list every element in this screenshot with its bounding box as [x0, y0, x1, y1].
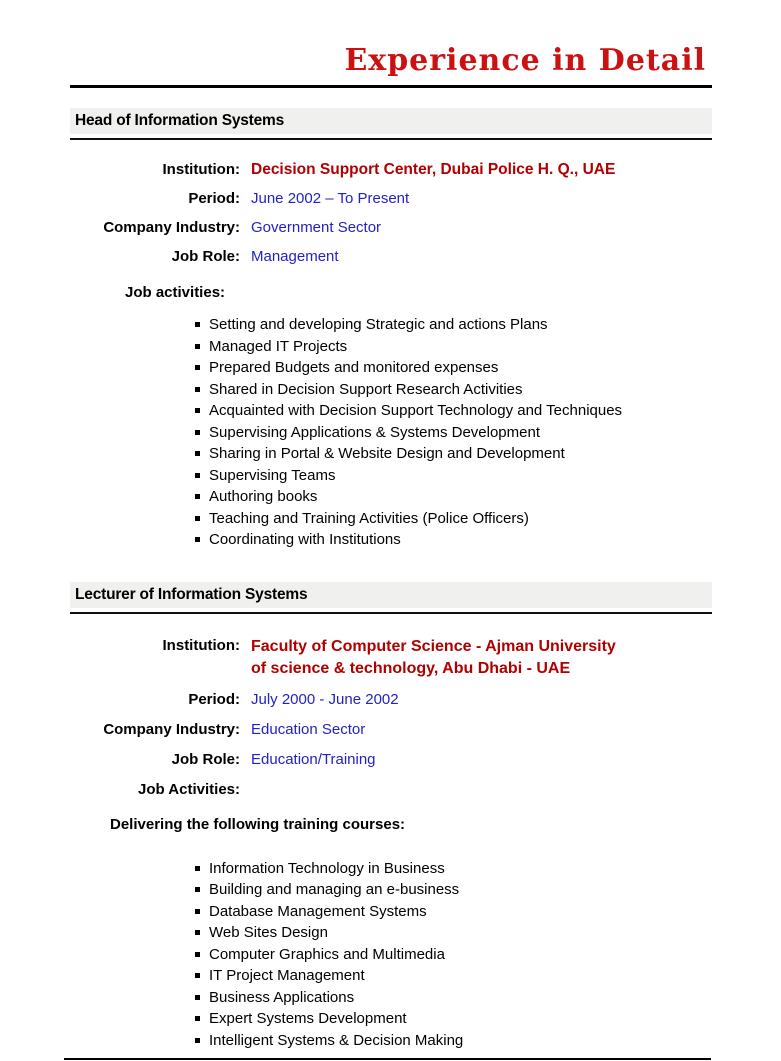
bullet-square-icon: [195, 866, 200, 871]
list-item: [195, 1008, 712, 1030]
bullet-square-icon: [195, 365, 200, 370]
list-item-text: Building and managing an e-business: [209, 881, 460, 898]
section-head-of-information-systems: [70, 108, 712, 551]
bullet-square-icon: [195, 430, 200, 435]
list-item: [195, 465, 712, 487]
bullet-square-icon: [195, 344, 200, 349]
list-item: [195, 314, 712, 336]
bullet-square-icon: [195, 408, 200, 413]
list-item: [195, 336, 712, 358]
list-item: [195, 858, 712, 880]
list-item-text: Intelligent Systems & Decision Making: [209, 1031, 464, 1049]
list-item-text: Expert Systems Development: [209, 1010, 407, 1027]
title-divider: [70, 85, 712, 88]
list-item-text: Setting and developing Strategic and actions Plans: [209, 316, 548, 333]
list-item: [195, 1030, 712, 1052]
list-item-text: Authoring books: [209, 488, 318, 505]
list-item: [195, 443, 712, 465]
field-label-institution: Institution:: [162, 636, 240, 654]
field-value-institution: Decision Support Center, Dubai Police H. Q., UAE: [251, 161, 616, 178]
bullet-square-icon: [195, 473, 200, 478]
section-heading: Lecturer of Information Systems: [70, 582, 712, 608]
list-item: [195, 379, 712, 401]
list-item-text: Information Technology in Business: [209, 859, 445, 877]
field-value-job-role: Education/Training: [251, 750, 376, 768]
field-label-institution: Institution:: [162, 161, 240, 178]
bullet-square-icon: [195, 387, 200, 392]
bullet-square-icon: [195, 995, 200, 1000]
field-value-institution: [251, 636, 712, 680]
list-item-text: Teaching and Training Activities (Police Officers): [209, 509, 529, 527]
list-item: [195, 901, 712, 923]
section-lecturer-of-information-systems: [70, 582, 712, 1052]
list-item: [195, 922, 712, 944]
list-item-text: Supervising Applications & Systems Development: [209, 423, 540, 441]
bullet-square-icon: [195, 1016, 200, 1021]
courses-intro-label: Delivering the following training courses:: [110, 815, 406, 833]
bullet-square-icon: [195, 494, 200, 499]
list-item: [195, 357, 712, 379]
list-item-text: Database Management Systems: [209, 902, 427, 920]
list-item: [195, 944, 712, 966]
list-item-text: Web Sites Design: [209, 924, 328, 941]
bullet-square-icon: [195, 451, 200, 456]
field-label-period: Period:: [188, 190, 240, 207]
job-activities-label: Job activities:: [125, 284, 226, 301]
list-item-text: Supervising Teams: [209, 466, 336, 484]
list-item-text: Prepared Budgets and monitored expenses: [209, 359, 499, 376]
list-item: [195, 529, 712, 551]
list-item-text: Sharing in Portal & Website Design and Development: [209, 445, 565, 462]
bullet-square-icon: [195, 516, 200, 521]
job-activities-label: Job Activities:: [138, 780, 240, 798]
bullet-square-icon: [195, 909, 200, 914]
institution-line-1: Faculty of Computer Science - Ajman University: [251, 637, 616, 655]
list-item: [195, 965, 712, 987]
field-grid: [70, 636, 712, 800]
list-item-text: Managed IT Projects: [209, 337, 348, 355]
field-label-company-industry: Company Industry:: [103, 219, 240, 236]
list-item: [195, 879, 712, 901]
field-value-period: July 2000 - June 2002: [251, 690, 399, 708]
bullet-square-icon: [195, 322, 200, 327]
field-value-job-activities-empty: [251, 780, 712, 800]
bullet-square-icon: [195, 1038, 200, 1043]
list-item: [195, 508, 712, 530]
list-item: [195, 400, 712, 422]
bullet-square-icon: [195, 887, 200, 892]
field-label-period: Period:: [188, 690, 240, 708]
bullet-square-icon: [195, 952, 200, 957]
institution-line-2: of science & technology, Abu Dhabi - UAE: [251, 659, 571, 677]
training-courses-list: [195, 858, 712, 1052]
field-value-company-industry: Education Sector: [251, 720, 366, 738]
bullet-square-icon: [195, 537, 200, 542]
section-heading: Head of Information Systems: [70, 108, 712, 134]
list-item-text: Shared in Decision Support Research Activities: [209, 380, 523, 398]
list-item: [195, 422, 712, 444]
list-item: [195, 987, 712, 1009]
field-value-period: June 2002 – To Present: [251, 190, 410, 207]
bullet-square-icon: [195, 930, 200, 935]
field-label-job-role: Job Role:: [171, 248, 240, 265]
list-item-text: Computer Graphics and Multimedia: [209, 945, 445, 963]
section-divider: [70, 138, 712, 140]
field-label-job-role: Job Role:: [171, 750, 240, 768]
section-divider: [70, 612, 712, 614]
page-title: Experience in Detail: [344, 43, 706, 78]
bullet-square-icon: [195, 973, 200, 978]
job-activities-list: [195, 314, 712, 551]
list-item: [195, 486, 712, 508]
list-item-text: Business Applications: [209, 988, 355, 1006]
page-bottom-divider: [64, 1058, 711, 1060]
field-label-company-industry: Company Industry:: [103, 720, 240, 738]
list-item-text: Coordinating with Institutions: [209, 531, 401, 548]
field-value-job-role: Management: [251, 248, 339, 265]
list-item-text: IT Project Management: [209, 967, 365, 984]
field-grid: [70, 160, 712, 267]
field-value-company-industry: Government Sector: [251, 219, 382, 236]
list-item-text: Acquainted with Decision Support Technology and Techniques: [209, 402, 623, 419]
